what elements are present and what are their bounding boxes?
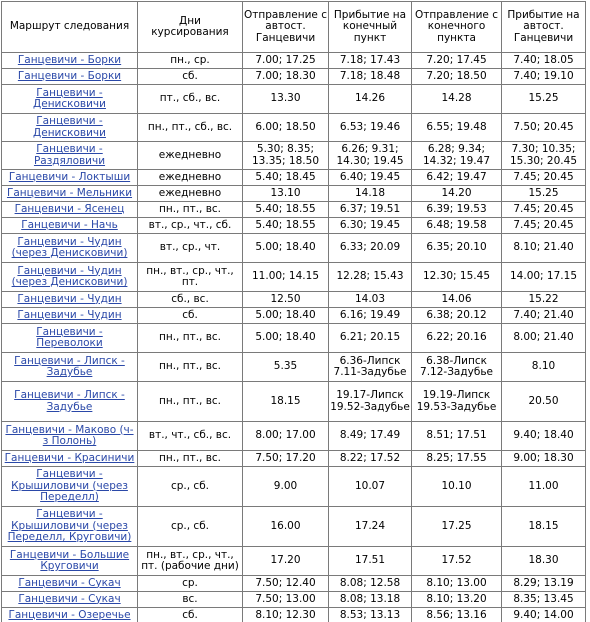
route-link[interactable]: Ганцевичи - Озеречье bbox=[8, 608, 131, 621]
departure-station-cell: 17.20 bbox=[243, 547, 329, 576]
departure-terminal-cell: 12.30; 15.45 bbox=[412, 263, 502, 292]
departure-terminal-cell: 19.19-Липск 19.53-Задубье bbox=[412, 382, 502, 422]
route-link[interactable]: Ганцевичи - Денисковичи bbox=[33, 86, 106, 110]
arrival-terminal-cell: 6.16; 19.49 bbox=[329, 308, 412, 324]
arrival-terminal-cell: 17.24 bbox=[329, 507, 412, 547]
arrival-station-cell: 7.50; 20.45 bbox=[502, 114, 586, 142]
arrival-terminal-cell: 7.18; 17.43 bbox=[329, 53, 412, 69]
arrival-station-cell: 7.45; 20.45 bbox=[502, 218, 586, 234]
days-cell: ср., сб. bbox=[138, 467, 243, 507]
days-cell: вт., ср., чт., сб. bbox=[138, 218, 243, 234]
route-cell bbox=[2, 114, 138, 142]
departure-station-cell: 9.00 bbox=[243, 467, 329, 507]
route-link[interactable]: Ганцевичи - Чудин bbox=[17, 308, 122, 321]
arrival-terminal-cell: 7.18; 18.48 bbox=[329, 69, 412, 85]
route-cell bbox=[2, 576, 138, 592]
arrival-station-cell: 7.45; 20.45 bbox=[502, 202, 586, 218]
route-cell bbox=[2, 218, 138, 234]
days-cell: сб., вс. bbox=[138, 292, 243, 308]
table-row bbox=[2, 547, 586, 576]
route-cell bbox=[2, 608, 138, 622]
table-row bbox=[2, 576, 586, 592]
timetable-body bbox=[2, 53, 586, 622]
arrival-station-cell: 7.40; 19.10 bbox=[502, 69, 586, 85]
table-row bbox=[2, 202, 586, 218]
arrival-terminal-cell: 6.36-Липск 7.11-Задубье bbox=[329, 353, 412, 382]
route-link[interactable]: Ганцевичи - Переволоки bbox=[36, 325, 103, 349]
table-row bbox=[2, 467, 586, 507]
route-link[interactable]: Ганцевичи - Борки bbox=[17, 69, 122, 82]
arrival-station-cell: 14.00; 17.15 bbox=[502, 263, 586, 292]
departure-station-cell: 16.00 bbox=[243, 507, 329, 547]
arrival-terminal-cell: 8.08; 12.58 bbox=[329, 576, 412, 592]
arrival-terminal-cell: 17.51 bbox=[329, 547, 412, 576]
departure-station-cell: 7.50; 12.40 bbox=[243, 576, 329, 592]
days-cell: ежедневно bbox=[138, 142, 243, 170]
route-cell bbox=[2, 263, 138, 292]
table-row bbox=[2, 69, 586, 85]
arrival-station-cell: 18.15 bbox=[502, 507, 586, 547]
route-link[interactable]: Ганцевичи - Раздяловичи bbox=[33, 143, 106, 167]
header-dep-terminal: Отправление с конечного пункта bbox=[412, 2, 502, 53]
departure-terminal-cell: 17.52 bbox=[412, 547, 502, 576]
departure-station-cell: 11.00; 14.15 bbox=[243, 263, 329, 292]
days-cell: вт., чт., сб., вс. bbox=[138, 422, 243, 451]
arrival-station-cell: 8.00; 21.40 bbox=[502, 324, 586, 353]
days-cell: пн., пт., вс. bbox=[138, 202, 243, 218]
bus-timetable bbox=[1, 1, 586, 622]
arrival-station-cell: 15.25 bbox=[502, 85, 586, 114]
header-dep-station: Отправление с автост. Ганцевичи bbox=[243, 2, 329, 53]
departure-station-cell: 5.00; 18.40 bbox=[243, 308, 329, 324]
table-row bbox=[2, 170, 586, 186]
days-cell: вт., ср., чт. bbox=[138, 234, 243, 263]
arrival-station-cell: 9.40; 18.40 bbox=[502, 422, 586, 451]
departure-terminal-cell: 6.35; 20.10 bbox=[412, 234, 502, 263]
route-cell bbox=[2, 467, 138, 507]
departure-terminal-cell: 14.20 bbox=[412, 186, 502, 202]
days-cell: ср., сб. bbox=[138, 507, 243, 547]
route-link[interactable]: Ганцевичи - Сукач bbox=[18, 592, 121, 605]
days-cell: пн., пт., вс. bbox=[138, 382, 243, 422]
table-row bbox=[2, 292, 586, 308]
table-row bbox=[2, 142, 586, 170]
arrival-terminal-cell: 6.53; 19.46 bbox=[329, 114, 412, 142]
route-link[interactable]: Ганцевичи - Красиничи bbox=[4, 451, 135, 464]
route-cell bbox=[2, 69, 138, 85]
route-cell bbox=[2, 142, 138, 170]
departure-terminal-cell: 7.20; 17.45 bbox=[412, 53, 502, 69]
days-cell: ежедневно bbox=[138, 170, 243, 186]
table-row bbox=[2, 85, 586, 114]
route-link[interactable]: Ганцевичи - Начь bbox=[21, 218, 118, 231]
departure-station-cell: 13.10 bbox=[243, 186, 329, 202]
departure-terminal-cell: 8.56; 13.16 bbox=[412, 608, 502, 622]
route-cell bbox=[2, 292, 138, 308]
route-cell bbox=[2, 422, 138, 451]
days-cell: сб. bbox=[138, 308, 243, 324]
arrival-terminal-cell: 14.26 bbox=[329, 85, 412, 114]
arrival-station-cell: 20.50 bbox=[502, 382, 586, 422]
route-link[interactable]: Ганцевичи - Липск - Задубье bbox=[14, 389, 125, 413]
table-row bbox=[2, 382, 586, 422]
arrival-terminal-cell: 19.17-Липск 19.52-Задубье bbox=[329, 382, 412, 422]
departure-station-cell: 7.00; 18.30 bbox=[243, 69, 329, 85]
days-cell: ежедневно bbox=[138, 186, 243, 202]
table-row bbox=[2, 422, 586, 451]
departure-terminal-cell: 6.38-Липск 7.12-Задубье bbox=[412, 353, 502, 382]
departure-station-cell: 8.10; 12.30 bbox=[243, 608, 329, 622]
arrival-terminal-cell: 6.26; 9.31; 14.30; 19.45 bbox=[329, 142, 412, 170]
arrival-terminal-cell: 6.30; 19.45 bbox=[329, 218, 412, 234]
route-link[interactable]: Ганцевичи - Локтыши bbox=[8, 170, 131, 183]
route-cell bbox=[2, 170, 138, 186]
table-row bbox=[2, 507, 586, 547]
departure-terminal-cell: 8.10; 13.20 bbox=[412, 592, 502, 608]
table-row bbox=[2, 353, 586, 382]
arrival-station-cell: 8.10; 21.40 bbox=[502, 234, 586, 263]
header-arr-station: Прибытие на автост. Ганцевичи bbox=[502, 2, 586, 53]
arrival-terminal-cell: 8.49; 17.49 bbox=[329, 422, 412, 451]
route-cell bbox=[2, 202, 138, 218]
departure-terminal-cell: 8.51; 17.51 bbox=[412, 422, 502, 451]
arrival-terminal-cell: 6.37; 19.51 bbox=[329, 202, 412, 218]
arrival-station-cell: 7.40; 18.05 bbox=[502, 53, 586, 69]
days-cell: пн., пт., вс. bbox=[138, 353, 243, 382]
arrival-terminal-cell: 8.53; 13.13 bbox=[329, 608, 412, 622]
departure-terminal-cell: 6.48; 19.58 bbox=[412, 218, 502, 234]
days-cell: ср. bbox=[138, 576, 243, 592]
route-link[interactable]: Ганцевичи - Ясенец bbox=[14, 202, 125, 215]
departure-station-cell: 5.30; 8.35; 13.35; 18.50 bbox=[243, 142, 329, 170]
departure-station-cell: 5.35 bbox=[243, 353, 329, 382]
route-link[interactable]: Ганцевичи - Крышиловичи (через Переделл) bbox=[11, 468, 128, 504]
arrival-station-cell: 15.22 bbox=[502, 292, 586, 308]
departure-station-cell: 5.00; 18.40 bbox=[243, 234, 329, 263]
arrival-terminal-cell: 6.21; 20.15 bbox=[329, 324, 412, 353]
table-row bbox=[2, 234, 586, 263]
arrival-station-cell: 9.00; 18.30 bbox=[502, 451, 586, 467]
route-cell bbox=[2, 234, 138, 263]
route-cell bbox=[2, 382, 138, 422]
arrival-station-cell: 9.40; 14.00 bbox=[502, 608, 586, 622]
table-row bbox=[2, 324, 586, 353]
arrival-terminal-cell: 12.28; 15.43 bbox=[329, 263, 412, 292]
route-cell bbox=[2, 507, 138, 547]
header-arr-terminal: Прибытие на конечный пункт bbox=[329, 2, 412, 53]
departure-station-cell: 8.00; 17.00 bbox=[243, 422, 329, 451]
departure-station-cell: 7.50; 13.00 bbox=[243, 592, 329, 608]
arrival-station-cell: 7.40; 21.40 bbox=[502, 308, 586, 324]
departure-station-cell: 7.50; 17.20 bbox=[243, 451, 329, 467]
arrival-terminal-cell: 8.08; 13.18 bbox=[329, 592, 412, 608]
table-row bbox=[2, 592, 586, 608]
arrival-station-cell: 11.00 bbox=[502, 467, 586, 507]
route-cell bbox=[2, 451, 138, 467]
route-link[interactable]: Ганцевичи - Большие Круговичи bbox=[9, 548, 130, 572]
days-cell: пн., пт., вс. bbox=[138, 451, 243, 467]
days-cell: сб. bbox=[138, 69, 243, 85]
arrival-station-cell: 8.10 bbox=[502, 353, 586, 382]
table-row bbox=[2, 218, 586, 234]
departure-terminal-cell: 10.10 bbox=[412, 467, 502, 507]
route-cell bbox=[2, 592, 138, 608]
departure-terminal-cell: 14.28 bbox=[412, 85, 502, 114]
route-cell bbox=[2, 324, 138, 353]
header-days: Дни курсирования bbox=[138, 2, 243, 53]
arrival-terminal-cell: 14.03 bbox=[329, 292, 412, 308]
route-link[interactable]: Ганцевичи - Мельники bbox=[6, 186, 133, 199]
departure-terminal-cell: 6.22; 20.16 bbox=[412, 324, 502, 353]
route-link[interactable]: Ганцевичи - Маково (ч-з Полонь) bbox=[5, 423, 134, 447]
departure-terminal-cell: 8.10; 13.00 bbox=[412, 576, 502, 592]
departure-terminal-cell: 6.39; 19.53 bbox=[412, 202, 502, 218]
route-cell bbox=[2, 353, 138, 382]
table-row bbox=[2, 53, 586, 69]
departure-terminal-cell: 6.38; 20.12 bbox=[412, 308, 502, 324]
days-cell: сб. bbox=[138, 608, 243, 622]
days-cell: пн., вт., ср., чт., пт. bbox=[138, 263, 243, 292]
table-row bbox=[2, 451, 586, 467]
route-cell bbox=[2, 308, 138, 324]
departure-terminal-cell: 14.06 bbox=[412, 292, 502, 308]
table-row bbox=[2, 608, 586, 622]
departure-terminal-cell: 6.55; 19.48 bbox=[412, 114, 502, 142]
days-cell: пн., вт., ср., чт., пт. (рабочие дни) bbox=[138, 547, 243, 576]
table-row bbox=[2, 308, 586, 324]
arrival-terminal-cell: 14.18 bbox=[329, 186, 412, 202]
departure-terminal-cell: 8.25; 17.55 bbox=[412, 451, 502, 467]
route-link[interactable]: Ганцевичи - Липск - Задубье bbox=[14, 354, 125, 378]
route-link[interactable]: Ганцевичи - Сукач bbox=[18, 576, 121, 589]
arrival-station-cell: 8.35; 13.45 bbox=[502, 592, 586, 608]
days-cell: пн., пт., сб., вс. bbox=[138, 114, 243, 142]
departure-station-cell: 6.00; 18.50 bbox=[243, 114, 329, 142]
route-link[interactable]: Ганцевичи - Чудин (через Денисковичи) bbox=[11, 235, 128, 259]
departure-station-cell: 7.00; 17.25 bbox=[243, 53, 329, 69]
departure-station-cell: 5.40; 18.55 bbox=[243, 218, 329, 234]
route-cell bbox=[2, 85, 138, 114]
header-row bbox=[2, 2, 586, 53]
route-cell bbox=[2, 547, 138, 576]
days-cell: пт., сб., вс. bbox=[138, 85, 243, 114]
header-route: Маршрут следования bbox=[2, 2, 138, 53]
route-link[interactable]: Ганцевичи - Борки bbox=[17, 53, 122, 66]
departure-terminal-cell: 6.28; 9.34; 14.32; 19.47 bbox=[412, 142, 502, 170]
route-cell bbox=[2, 53, 138, 69]
route-link[interactable]: Ганцевичи - Чудин bbox=[17, 292, 122, 305]
table-row bbox=[2, 263, 586, 292]
departure-terminal-cell: 6.42; 19.47 bbox=[412, 170, 502, 186]
days-cell: пн., ср. bbox=[138, 53, 243, 69]
arrival-station-cell: 7.30; 10.35; 15.30; 20.45 bbox=[502, 142, 586, 170]
arrival-terminal-cell: 6.33; 20.09 bbox=[329, 234, 412, 263]
route-link[interactable]: Ганцевичи - Денисковичи bbox=[33, 115, 106, 139]
arrival-terminal-cell: 8.22; 17.52 bbox=[329, 451, 412, 467]
table-row bbox=[2, 186, 586, 202]
departure-station-cell: 5.00; 18.40 bbox=[243, 324, 329, 353]
arrival-station-cell: 15.25 bbox=[502, 186, 586, 202]
departure-station-cell: 5.40; 18.55 bbox=[243, 202, 329, 218]
departure-station-cell: 18.15 bbox=[243, 382, 329, 422]
arrival-terminal-cell: 6.40; 19.45 bbox=[329, 170, 412, 186]
days-cell: вс. bbox=[138, 592, 243, 608]
arrival-station-cell: 18.30 bbox=[502, 547, 586, 576]
route-link[interactable]: Ганцевичи - Чудин (через Денисковичи) bbox=[11, 264, 128, 288]
arrival-terminal-cell: 10.07 bbox=[329, 467, 412, 507]
table-row bbox=[2, 114, 586, 142]
departure-station-cell: 13.30 bbox=[243, 85, 329, 114]
route-cell bbox=[2, 186, 138, 202]
departure-terminal-cell: 17.25 bbox=[412, 507, 502, 547]
arrival-station-cell: 7.45; 20.45 bbox=[502, 170, 586, 186]
departure-terminal-cell: 7.20; 18.50 bbox=[412, 69, 502, 85]
departure-station-cell: 12.50 bbox=[243, 292, 329, 308]
departure-station-cell: 5.40; 18.45 bbox=[243, 170, 329, 186]
route-link[interactable]: Ганцевичи - Крышиловичи (через Переделл, Круговичи) bbox=[7, 508, 132, 544]
days-cell: пн., пт., вс. bbox=[138, 324, 243, 353]
arrival-station-cell: 8.29; 13.19 bbox=[502, 576, 586, 592]
